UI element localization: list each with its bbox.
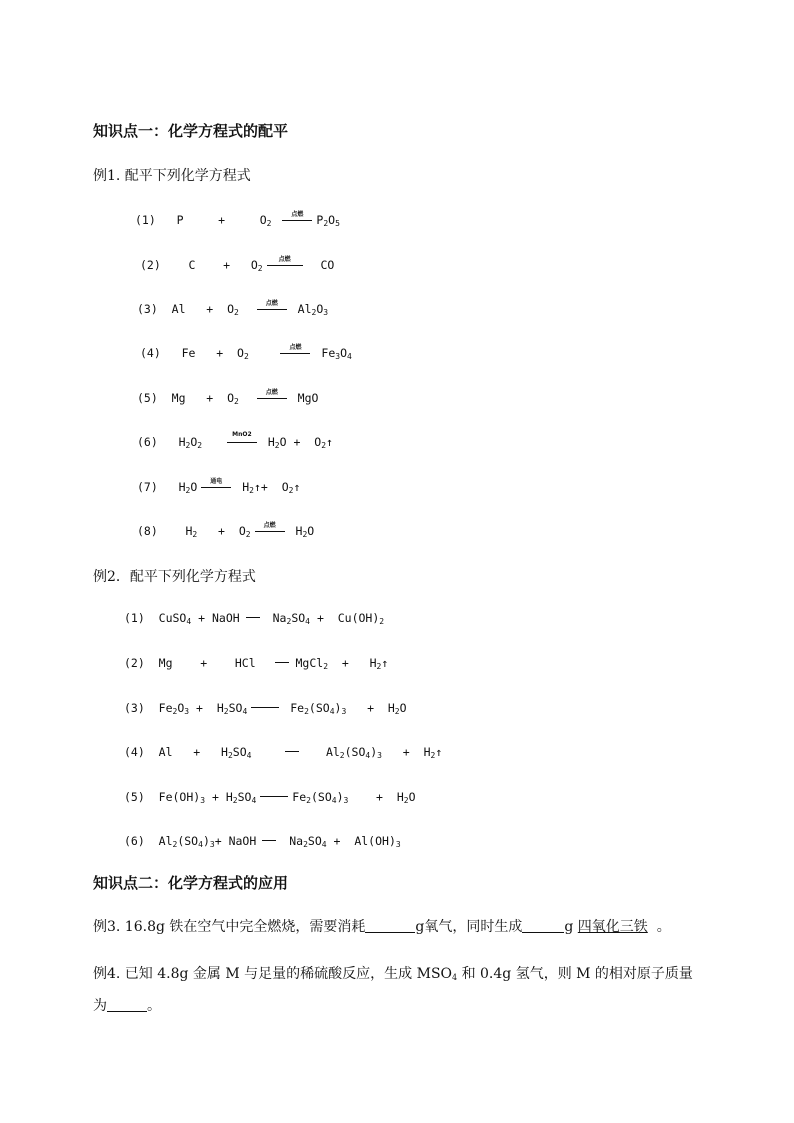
eq-number: (4): [124, 745, 145, 759]
ex1-equation-2: (2) C + $O_2$ 点燃 CO: [140, 256, 335, 273]
eq-number: (1): [124, 611, 145, 625]
condition-ignite: 点燃: [282, 211, 312, 225]
condition-ignite: 点燃: [255, 522, 285, 536]
ex2-equation-1: (1) CuSO$_4$ + NaOH $Na_2SO_4 + Cu(OH)_2$: [124, 611, 385, 626]
eq-number: (7): [137, 480, 158, 494]
condition-catalyst: MnO2: [227, 433, 257, 447]
example-1-label: 例1. 配平下列化学方程式: [93, 168, 251, 184]
ex2-equation-6: (6) $Al_2(SO_4)_3+$ NaOH $Na_2SO_4 + Al(OH)_3$: [124, 834, 401, 849]
eq-number: (6): [137, 435, 158, 449]
answer-blank-3[interactable]: [107, 999, 147, 1012]
eq-number: (3): [124, 701, 145, 715]
answer-blank-2[interactable]: [522, 920, 564, 933]
gas-arrow: ↑: [435, 745, 443, 759]
condition-electrolysis: 通电: [201, 478, 231, 492]
eq-number: (8): [137, 524, 158, 538]
ex1-equation-1: (1) P + $O_2$ 点燃 $P_2O_5$: [135, 211, 340, 228]
ex1-equation-5: (5) Mg + $O_2$ 点燃 MgO: [137, 389, 319, 406]
example-4-line-1: 例4. 已知 4.8g 金属 M 与足量的稀硫酸反应，生成 $MSO_4$ 和 0.4g 氢气，则 M 的相对原子质量: [93, 966, 693, 982]
example-2-label: 例2．配平下列化学方程式: [93, 569, 256, 585]
section-heading-1: 知识点一：化学方程式的配平: [93, 122, 289, 140]
section-heading-2: 知识点二：化学方程式的应用: [93, 874, 289, 892]
ex2-equation-2: (2) Mg + HCl MgCl$_2$ + $H_2↑$: [124, 656, 389, 671]
example-4-line-2: 为 。: [93, 998, 161, 1014]
condition-ignite: 点燃: [257, 389, 287, 403]
eq-number: (5): [124, 790, 145, 804]
ex1-equation-7: (7) $H_2O$ 通电 $H_2↑+$ $O_2↑$: [137, 478, 301, 495]
eq-number: (5): [137, 391, 158, 405]
condition-ignite: 点燃: [257, 300, 287, 314]
eq-number: (1): [135, 213, 156, 227]
ex2-equation-4: (4) Al + $H_2SO_4$ $Al_2(SO_4)_3$ + $H_2↑$: [124, 745, 443, 760]
ex1-equation-4: (4) Fe + $O_2$ 点燃 $Fe_3O_4$: [140, 344, 352, 361]
eq-number: (2): [140, 258, 161, 272]
condition-ignite: 点燃: [267, 256, 303, 270]
eq-number: (2): [124, 656, 145, 670]
gas-arrow: ↑: [293, 480, 301, 494]
ex1-equation-6: (6) $H_2O_2$ MnO2 $H_2O$ + $O_2↑$: [137, 431, 333, 450]
eq-number: (4): [140, 346, 161, 360]
ex1-equation-8: (8) $H_2$ + $O_2$ 点燃 $H_2O$: [137, 522, 315, 539]
condition-ignite: 点燃: [280, 344, 310, 358]
gas-arrow: ↑: [253, 480, 261, 494]
ex2-equation-3: (3) $Fe_2O_3 + H_2SO_4$ $Fe_2(SO_4)_3$ + $H_2O$: [124, 701, 407, 716]
ex2-equation-5: (5) $Fe(OH)_3 + H_2SO_4$ $Fe_2(SO_4)_3$ + $H_2O$: [124, 790, 416, 805]
answer-blank-1[interactable]: [365, 920, 415, 933]
eq-number: (6): [124, 834, 145, 848]
example-3: 例3. 16.8g 铁在空气中完全燃烧，需要消耗 g氧气，同时生成 g 四氧化三铁 。: [93, 919, 671, 935]
ex1-equation-3: (3) Al + $O_2$ 点燃 $Al_2O_3$: [137, 300, 329, 317]
gas-arrow: ↑: [326, 435, 333, 449]
eq-number: (3): [137, 302, 158, 316]
gas-arrow: ↑: [381, 656, 389, 670]
